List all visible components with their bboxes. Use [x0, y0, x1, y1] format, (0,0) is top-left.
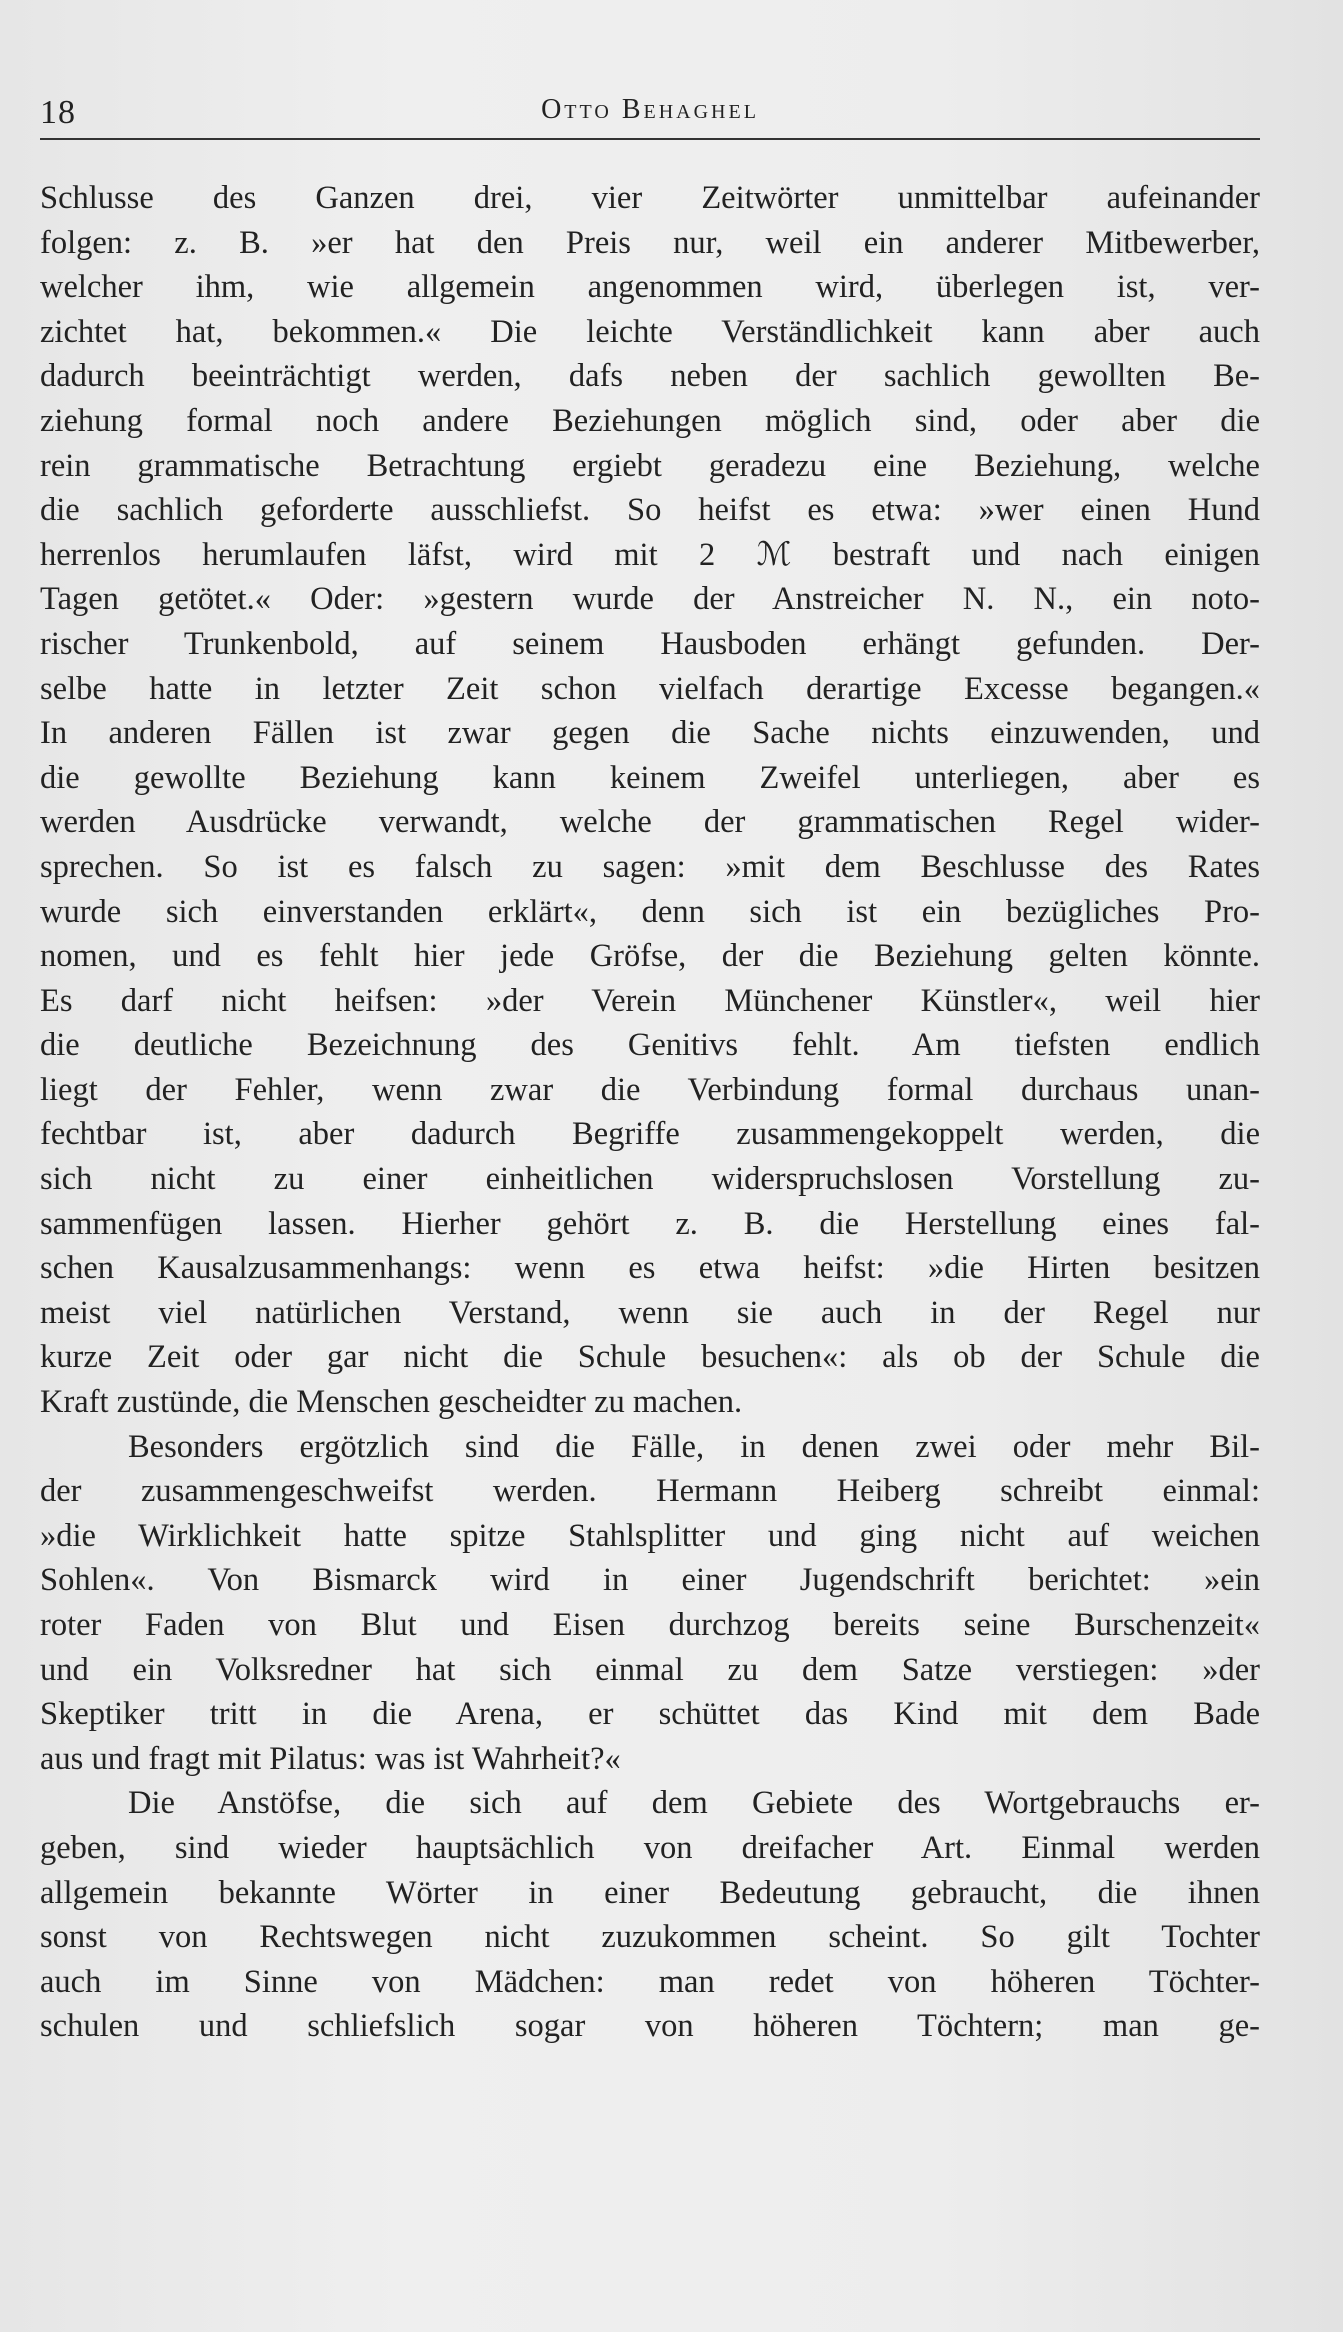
running-head: Otto Behaghel	[541, 94, 759, 125]
page-number: 18	[40, 94, 76, 131]
body-text	[40, 176, 1260, 2049]
text-line: sonst von Rechtswegen nicht zuzukommen scheint. So gilt Tochter	[40, 1919, 1260, 1956]
text-line: und ein Volksredner hat sich einmal zu dem Satze verstiegen: »der	[40, 1651, 1260, 1688]
header-rule	[40, 138, 1260, 140]
text-line: fechtbar ist, aber dadurch Begriffe zusammengekoppelt werden, die	[40, 1116, 1260, 1153]
text-line: roter Faden von Blut und Eisen durchzog bereits seine Burschenzeit«	[40, 1607, 1260, 1643]
text-line: Die Anstöfse, die sich auf dem Gebiete des Wortgebrauchs er-	[128, 1785, 1260, 1822]
text-line: herrenlos herumlaufen läfst, wird mit 2 ℳ bestraft und nach einigen	[40, 536, 1260, 573]
text-line: Schlusse des Ganzen drei, vier Zeitwörter unmittelbar aufeinander	[40, 180, 1260, 216]
text-line: die deutliche Bezeichnung des Genitivs fehlt. Am tiefsten endlich	[40, 1027, 1260, 1064]
text-line: wurde sich einverstanden erklärt«, denn sich ist ein bezügliches Pro-	[40, 893, 1260, 930]
text-line: Besonders ergötzlich sind die Fälle, in denen zwei oder mehr Bil-	[128, 1428, 1260, 1465]
text-line: schen Kausalzusammenhangs: wenn es etwa heifst: »die Hirten besitzen	[40, 1250, 1260, 1287]
text-line: kurze Zeit oder gar nicht die Schule besuchen«: als ob der Schule die	[40, 1339, 1260, 1376]
text-line: sprechen. So ist es falsch zu sagen: »mit dem Beschlusse des Rates	[40, 848, 1260, 885]
text-line: schulen und schliefslich sogar von höheren Töchtern; man ge-	[40, 2008, 1260, 2045]
text-line: die sachlich geforderte ausschliefst. So heifst es etwa: »wer einen Hund	[40, 492, 1260, 529]
text-line: aus und fragt mit Pilatus: was ist Wahrheit?«	[40, 1740, 621, 1777]
text-line: nomen, und es fehlt hier jede Gröfse, der die Beziehung gelten könnte.	[40, 938, 1260, 975]
text-line: sich nicht zu einer einheitlichen widerspruchslosen Vorstellung zu-	[40, 1161, 1260, 1198]
text-line: selbe hatte in letzter Zeit schon vielfach derartige Excesse begangen.«	[40, 670, 1260, 707]
text-line: »die Wirklichkeit hatte spitze Stahlsplitter und ging nicht auf weichen	[40, 1517, 1260, 1554]
text-line: rein grammatische Betrachtung ergiebt geradezu eine Beziehung, welche	[40, 447, 1260, 484]
text-line: der zusammengeschweifst werden. Hermann Heiberg schreibt einmal:	[40, 1473, 1260, 1510]
page-header	[40, 84, 1260, 140]
text-line: zichtet hat, bekommen.« Die leichte Verständlichkeit kann aber auch	[40, 313, 1260, 350]
text-line: allgemein bekannte Wörter in einer Bedeutung gebraucht, die ihnen	[40, 1874, 1260, 1911]
text-line: Tagen getötet.« Oder: »gestern wurde der Anstreicher N. N., ein noto-	[40, 581, 1260, 618]
text-line: In anderen Fällen ist zwar gegen die Sache nichts einzuwenden, und	[40, 715, 1260, 752]
text-line: geben, sind wieder hauptsächlich von dreifacher Art. Einmal werden	[40, 1829, 1260, 1866]
text-line: sammenfügen lassen. Hierher gehört z. B. die Herstellung eines fal-	[40, 1205, 1260, 1242]
text-line: Skeptiker tritt in die Arena, er schüttet das Kind mit dem Bade	[40, 1696, 1260, 1733]
text-line: welcher ihm, wie allgemein angenommen wird, überlegen ist, ver-	[40, 269, 1260, 306]
text-line: Kraft zustünde, die Menschen gescheidter zu machen.	[40, 1384, 743, 1421]
text-line: Sohlen«. Von Bismarck wird in einer Jugendschrift berichtet: »ein	[40, 1562, 1260, 1599]
text-line: ziehung formal noch andere Beziehungen möglich sind, oder aber die	[40, 402, 1260, 439]
text-line: dadurch beeinträchtigt werden, dafs neben der sachlich gewollten Be-	[40, 358, 1260, 395]
text-line: liegt der Fehler, wenn zwar die Verbindung formal durchaus unan-	[40, 1071, 1260, 1108]
text-line: die gewollte Beziehung kann keinem Zweifel unterliegen, aber es	[40, 759, 1260, 796]
text-line: rischer Trunkenbold, auf seinem Hausboden erhängt gefunden. Der-	[40, 625, 1260, 662]
text-line: folgen: z. B. »er hat den Preis nur, weil ein anderer Mitbewerber,	[40, 224, 1260, 261]
text-line: meist viel natürlichen Verstand, wenn sie auch in der Regel nur	[40, 1294, 1260, 1331]
text-line: Es darf nicht heifsen: »der Verein Münchener Künstler«, weil hier	[40, 982, 1260, 1019]
text-line: auch im Sinne von Mädchen: man redet von höheren Töchter-	[40, 1963, 1260, 2000]
text-line: werden Ausdrücke verwandt, welche der grammatischen Regel wider-	[40, 804, 1260, 841]
